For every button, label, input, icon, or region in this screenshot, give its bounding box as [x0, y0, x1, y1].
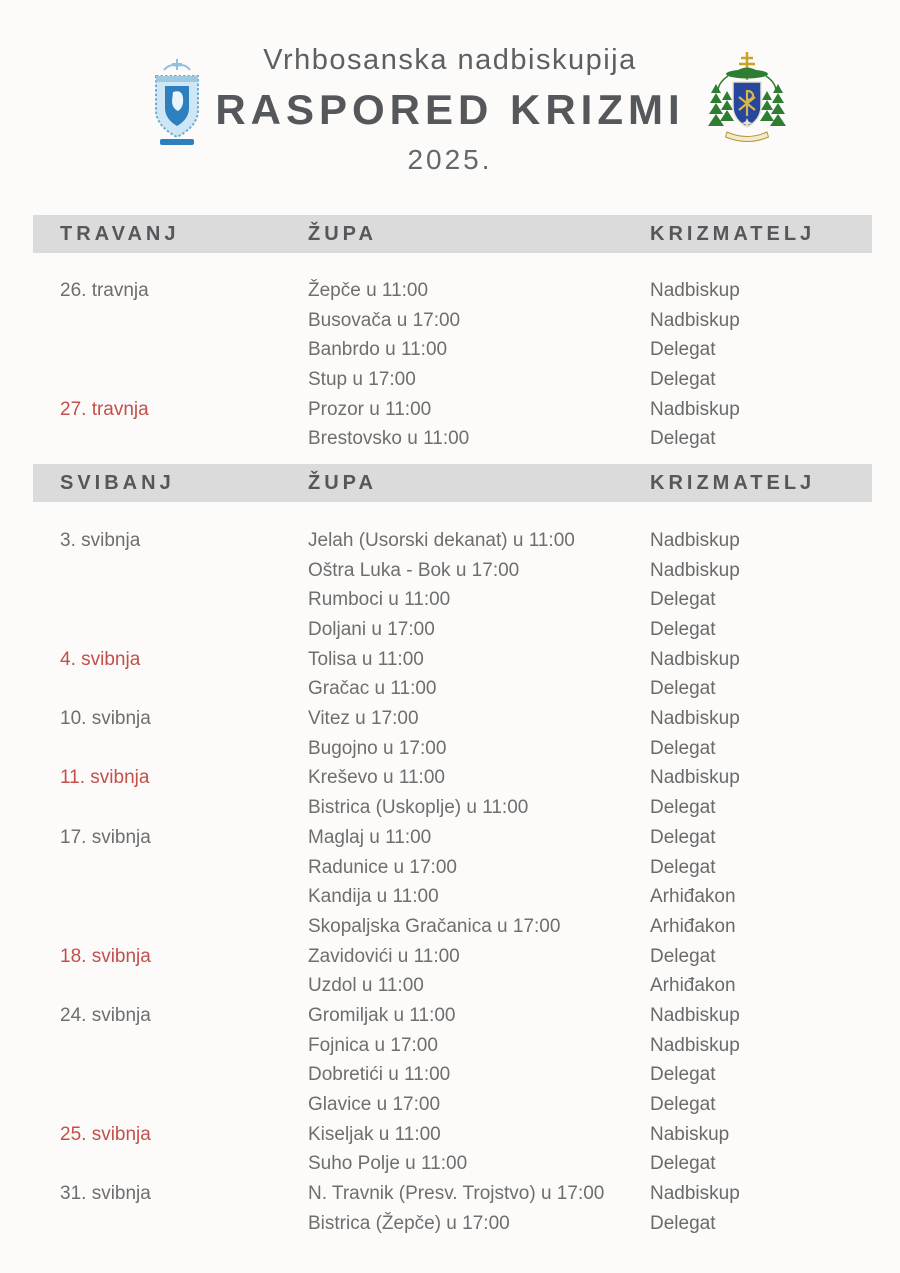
- parish-cell: Gromiljak u 11:00: [308, 1004, 456, 1026]
- schedule-row: [33, 586, 872, 616]
- parish-cell: Rumboci u 11:00: [308, 589, 451, 611]
- confirmer-column-header: KRIZMATELJ: [650, 471, 816, 494]
- confirmer-cell: Delegat: [650, 368, 716, 390]
- schedule-row: [33, 764, 872, 794]
- schedule-row: [33, 526, 872, 556]
- confirmer-cell: Nadbiskup: [650, 1034, 740, 1056]
- confirmer-cell: Nadbiskup: [650, 1183, 740, 1205]
- parish-cell: Fojnica u 17:00: [308, 1034, 438, 1056]
- confirmer-cell: Nadbiskup: [650, 559, 740, 581]
- parish-cell: Banbrdo u 11:00: [308, 339, 448, 361]
- schedule-row: [33, 1090, 872, 1120]
- date-cell: 27. travnja: [60, 398, 149, 420]
- date-cell: 17. svibnja: [60, 826, 151, 848]
- date-cell: 25. svibnja: [60, 1123, 151, 1145]
- parish-cell: Bugojno u 17:00: [308, 737, 447, 759]
- document-year: 2025.: [407, 144, 493, 175]
- parish-cell: Bistrica (Uskoplje) u 11:00: [308, 797, 529, 819]
- schedule-row: [33, 1179, 872, 1209]
- archdiocese-crest-icon: [144, 56, 210, 148]
- month-column-header: SVIBANJ: [60, 471, 175, 494]
- schedule-row: [33, 276, 872, 306]
- confirmer-cell: Delegat: [650, 339, 716, 361]
- month-section-travanj: [33, 215, 872, 454]
- schedule-row: [33, 424, 872, 454]
- document-header: [0, 0, 900, 176]
- schedule-row: [33, 1061, 872, 1091]
- confirmer-cell: Delegat: [650, 428, 716, 450]
- confirmer-cell: Arhiđakon: [650, 915, 736, 937]
- schedule-row: [33, 734, 872, 764]
- date-cell: 10. svibnja: [60, 708, 151, 730]
- parish-cell: Brestovsko u 11:00: [308, 428, 470, 450]
- schedule-row: [33, 971, 872, 1001]
- parish-cell: Tolisa u 11:00: [308, 648, 424, 670]
- schedule-row: [33, 1031, 872, 1061]
- schedule-row: [33, 306, 872, 336]
- parish-cell: Kreševo u 11:00: [308, 767, 445, 789]
- rows: [33, 276, 872, 454]
- confirmer-cell: Delegat: [650, 797, 716, 819]
- parish-cell: Glavice u 17:00: [308, 1094, 441, 1116]
- parish-cell: Prozor u 11:00: [308, 398, 432, 420]
- schedule-row: [33, 1120, 872, 1150]
- confirmer-cell: Delegat: [650, 1212, 716, 1234]
- schedule-row: [33, 823, 872, 853]
- month-section-svibanj: [33, 464, 872, 1239]
- parish-column-header: ŽUPA: [308, 222, 377, 245]
- organization-name: Vrhbosanska nadbiskupija: [263, 44, 637, 76]
- parish-cell: Dobretići u 11:00: [308, 1064, 451, 1086]
- confirmer-cell: Delegat: [650, 945, 716, 967]
- schedule-row: [33, 793, 872, 823]
- confirmer-cell: Arhiđakon: [650, 975, 736, 997]
- confirmer-cell: Nadbiskup: [650, 648, 740, 670]
- schedule-row: [33, 395, 872, 425]
- parish-cell: Kandija u 11:00: [308, 886, 439, 908]
- date-cell: 3. svibnja: [60, 529, 141, 551]
- schedule-row: [33, 645, 872, 675]
- confirmer-cell: Nadbiskup: [650, 279, 740, 301]
- confirmer-cell: Delegat: [650, 678, 716, 700]
- rows: [33, 526, 872, 1239]
- parish-cell: Kiseljak u 11:00: [308, 1123, 441, 1145]
- schedule-row: [33, 365, 872, 395]
- confirmer-cell: Arhiđakon: [650, 886, 736, 908]
- parish-cell: Doljani u 17:00: [308, 619, 435, 641]
- schedule-row: [33, 912, 872, 942]
- schedule-row: [33, 942, 872, 972]
- parish-cell: Stup u 17:00: [308, 368, 416, 390]
- table-header-band: [33, 215, 872, 253]
- confirmer-cell: Delegat: [650, 619, 716, 641]
- date-cell: 18. svibnja: [60, 945, 151, 967]
- parish-cell: Suho Polje u 11:00: [308, 1153, 468, 1175]
- schedule-sections: [33, 215, 872, 1239]
- parish-cell: Žepče u 11:00: [308, 279, 429, 301]
- parish-cell: Skopaljska Gračanica u 17:00: [308, 915, 561, 937]
- bishop-arms-icon: [702, 46, 792, 143]
- confirmer-cell: Nadbiskup: [650, 309, 740, 331]
- schedule-row: [33, 704, 872, 734]
- date-cell: 4. svibnja: [60, 648, 141, 670]
- parish-cell: Gračac u 11:00: [308, 678, 437, 700]
- confirmer-cell: Delegat: [650, 1064, 716, 1086]
- schedule-row: [33, 1209, 872, 1239]
- schedule-row: [33, 1150, 872, 1180]
- page-title: RASPORED KRIZMI: [215, 86, 685, 133]
- parish-cell: Uzdol u 11:00: [308, 975, 424, 997]
- parish-column-header: ŽUPA: [308, 471, 377, 494]
- confirmer-cell: Delegat: [650, 1153, 716, 1175]
- parish-cell: N. Travnik (Presv. Trojstvo) u 17:00: [308, 1183, 605, 1205]
- schedule-row: [33, 1001, 872, 1031]
- parish-cell: Busovača u 17:00: [308, 309, 461, 331]
- confirmer-cell: Nadbiskup: [650, 398, 740, 420]
- confirmer-cell: Nadbiskup: [650, 708, 740, 730]
- parish-cell: Maglaj u 11:00: [308, 826, 432, 848]
- confirmer-column-header: KRIZMATELJ: [650, 222, 816, 245]
- schedule-row: [33, 615, 872, 645]
- date-cell: 31. svibnja: [60, 1183, 151, 1205]
- confirmer-cell: Delegat: [650, 856, 716, 878]
- schedule-row: [33, 853, 872, 883]
- schedule-row: [33, 882, 872, 912]
- parish-cell: Radunice u 17:00: [308, 856, 457, 878]
- schedule-row: [33, 335, 872, 365]
- confirmer-cell: Delegat: [650, 589, 716, 611]
- schedule-row: [33, 675, 872, 705]
- parish-cell: Vitez u 17:00: [308, 708, 419, 730]
- parish-cell: Bistrica (Žepče) u 17:00: [308, 1212, 510, 1234]
- date-cell: 26. travnja: [60, 279, 149, 301]
- confirmer-cell: Nadbiskup: [650, 767, 740, 789]
- confirmer-cell: Nadbiskup: [650, 1004, 740, 1026]
- confirmer-cell: Delegat: [650, 1094, 716, 1116]
- parish-cell: Jelah (Usorski dekanat) u 11:00: [308, 529, 575, 551]
- confirmer-cell: Delegat: [650, 737, 716, 759]
- confirmer-cell: Nabiskup: [650, 1123, 730, 1145]
- confirmer-cell: Delegat: [650, 826, 716, 848]
- table-header-band: [33, 464, 872, 502]
- parish-cell: Oštra Luka - Bok u 17:00: [308, 559, 520, 581]
- confirmer-cell: Nadbiskup: [650, 529, 740, 551]
- schedule-row: [33, 556, 872, 586]
- month-column-header: TRAVANJ: [60, 222, 180, 245]
- date-cell: 11. svibnja: [60, 767, 150, 789]
- date-cell: 24. svibnja: [60, 1004, 151, 1026]
- parish-cell: Zavidovići u 11:00: [308, 945, 460, 967]
